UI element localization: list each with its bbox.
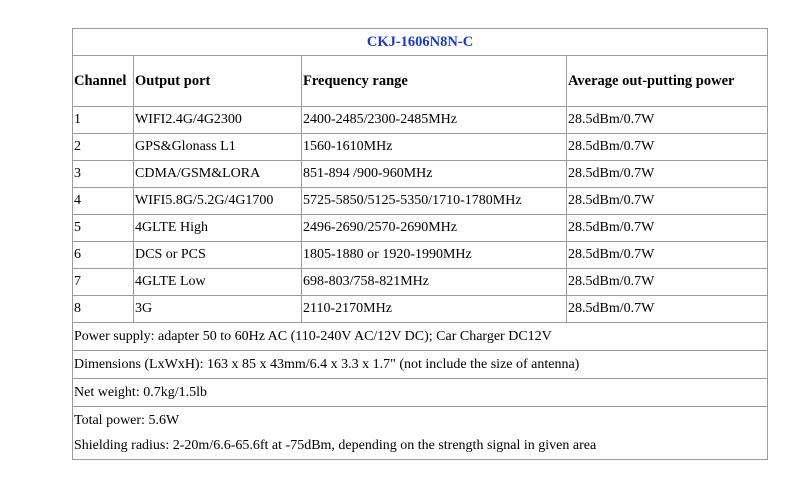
port-cell: GPS&Glonass L1	[134, 134, 302, 161]
table-row	[73, 242, 768, 269]
power-cell: 28.5dBm/0.7W	[567, 215, 768, 242]
dimensions-row	[73, 351, 768, 379]
power-cell: 28.5dBm/0.7W	[567, 134, 768, 161]
spec-table	[72, 28, 768, 460]
power-cell: 28.5dBm/0.7W	[567, 161, 768, 188]
channel-cell: 3	[73, 161, 134, 188]
power-cell: 28.5dBm/0.7W	[567, 269, 768, 296]
frequency-cell: 1560-1610MHz	[302, 134, 567, 161]
port-cell: DCS or PCS	[134, 242, 302, 269]
table-title: CKJ-1606N8N-C	[366, 33, 474, 50]
title-cell	[73, 29, 768, 56]
channel-cell: 7	[73, 269, 134, 296]
shielding-radius-text: Shielding radius: 2-20m/6.6-65.6ft at -75dBm, depending on the strength signal in given area	[74, 438, 597, 453]
channel-cell: 5	[73, 215, 134, 242]
table-row	[73, 107, 768, 134]
power-cell: 28.5dBm/0.7W	[567, 188, 768, 215]
frequency-cell: 2496-2690/2570-2690MHz	[302, 215, 567, 242]
power-cell: 28.5dBm/0.7W	[567, 296, 768, 323]
frequency-cell: 2110-2170MHz	[302, 296, 567, 323]
port-cell: WIFI2.4G/4G2300	[134, 107, 302, 134]
port-cell: 4GLTE Low	[134, 269, 302, 296]
channel-cell: 8	[73, 296, 134, 323]
power-shielding-row	[73, 407, 768, 460]
header-frequency-range: Frequency range	[302, 56, 567, 107]
power-shielding-cell	[73, 407, 768, 460]
power-supply-text: Power supply: adapter 50 to 60Hz AC (110-240V AC/12V DC); Car Charger DC12V	[73, 323, 768, 351]
table-row	[73, 161, 768, 188]
frequency-cell: 1805-1880 or 1920-1990MHz	[302, 242, 567, 269]
header-channel: Channel	[73, 56, 134, 107]
power-supply-row	[73, 323, 768, 351]
table-row	[73, 134, 768, 161]
frequency-cell: 2400-2485/2300-2485MHz	[302, 107, 567, 134]
net-weight-text: Net weight: 0.7kg/1.5lb	[73, 379, 768, 407]
port-cell: 4GLTE High	[134, 215, 302, 242]
header-output-port: Output port	[134, 56, 302, 107]
frequency-cell: 5725-5850/5125-5350/1710-1780MHz	[302, 188, 567, 215]
header-row	[73, 56, 768, 107]
total-power-text: Total power: 5.6W	[74, 413, 180, 428]
port-cell: CDMA/GSM&LORA	[134, 161, 302, 188]
port-cell: 3G	[134, 296, 302, 323]
channel-cell: 2	[73, 134, 134, 161]
table-row	[73, 215, 768, 242]
frequency-cell: 698-803/758-821MHz	[302, 269, 567, 296]
channel-cell: 4	[73, 188, 134, 215]
dimensions-text: Dimensions (LxWxH): 163 x 85 x 43mm/6.4 x 3.3 x 1.7" (not include the size of antenna)	[73, 351, 768, 379]
net-weight-row	[73, 379, 768, 407]
channel-cell: 6	[73, 242, 134, 269]
header-average-power: Average out-putting power	[567, 56, 768, 107]
channel-cell: 1	[73, 107, 134, 134]
table-row	[73, 188, 768, 215]
power-cell: 28.5dBm/0.7W	[567, 107, 768, 134]
frequency-cell: 851-894 /900-960MHz	[302, 161, 567, 188]
table-row	[73, 269, 768, 296]
title-row	[73, 29, 768, 56]
table-row	[73, 296, 768, 323]
port-cell: WIFI5.8G/5.2G/4G1700	[134, 188, 302, 215]
power-cell: 28.5dBm/0.7W	[567, 242, 768, 269]
